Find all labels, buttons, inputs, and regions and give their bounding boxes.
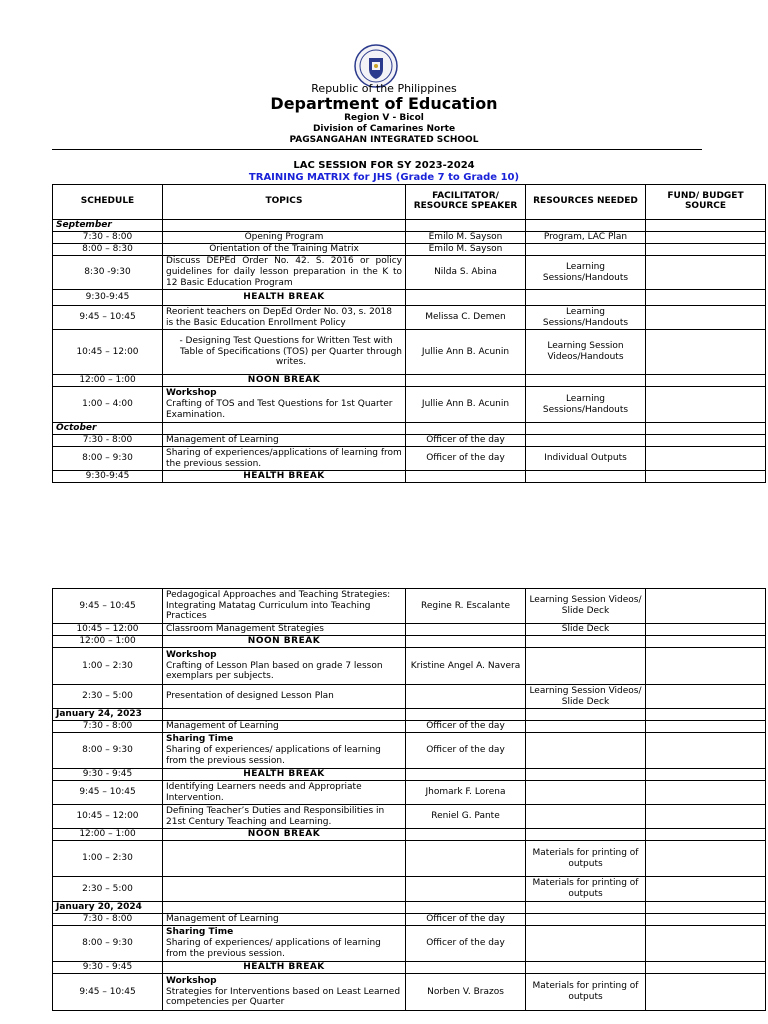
republic-label: Republic of the Philippines <box>311 82 457 95</box>
table-row <box>53 974 766 1011</box>
resources-cell: Slide Deck <box>526 624 646 636</box>
facilitator-cell <box>406 877 526 902</box>
break-row <box>53 471 766 483</box>
fund-cell <box>646 306 766 330</box>
topic-cell: Presentation of designed Lesson Plan <box>163 685 406 709</box>
division-label: Division of Camarines Norte <box>312 124 456 134</box>
schedule-cell: 8:00 – 9:30 <box>53 926 163 962</box>
training-matrix-table-1 <box>52 184 766 483</box>
table-row <box>53 926 766 962</box>
topic-text: Sharing of experiences/ applications of learning from the previous session. <box>166 938 381 959</box>
schedule-cell: 10:45 – 12:00 <box>53 624 163 636</box>
schedule-cell: 1:00 – 2:30 <box>53 841 163 877</box>
table-row <box>53 435 766 447</box>
fund-cell <box>646 244 766 256</box>
fund-cell <box>646 781 766 805</box>
schedule-cell: 10:45 – 12:00 <box>53 805 163 829</box>
resources-cell <box>526 648 646 685</box>
facilitator-cell: Officer of the day <box>406 926 526 962</box>
table-row <box>53 648 766 685</box>
break-label: HEALTH BREAK <box>163 471 406 483</box>
facilitator-cell: Officer of the day <box>406 914 526 926</box>
facilitator-cell: Regine R. Escalante <box>406 589 526 624</box>
topic-text: Crafting of Lesson Plan based on grade 7 lesson exemplars per subjects. <box>166 660 383 682</box>
fund-cell <box>646 926 766 962</box>
fund-cell <box>646 805 766 829</box>
bullet-item: - Designing Test Questions for Written Test with Table of Specifications (TOS) per Quarter through writes. <box>179 335 402 368</box>
topic-cell <box>163 926 406 962</box>
schedule-cell: 8:00 – 9:30 <box>53 733 163 769</box>
fund-cell <box>646 685 766 709</box>
resources-cell <box>526 733 646 769</box>
schedule-cell: 9:30-9:45 <box>53 471 163 483</box>
topic-cell <box>163 841 406 877</box>
month-label: September <box>53 220 163 232</box>
month-label: October <box>53 423 163 435</box>
column-header-fund: FUND/ BUDGET SOURCE <box>646 185 766 220</box>
column-header-facilitator: FACILITATOR/ RESOURCE SPEAKER <box>406 185 526 220</box>
facilitator-cell: Officer of the day <box>406 721 526 733</box>
column-header-topics: TOPICS <box>163 185 406 220</box>
schedule-cell: 7:30 - 8:00 <box>53 914 163 926</box>
schedule-cell: 1:00 – 2:30 <box>53 648 163 685</box>
table-row <box>53 306 766 330</box>
schedule-cell: 9:45 – 10:45 <box>53 781 163 805</box>
break-row <box>53 769 766 781</box>
month-row <box>53 220 766 232</box>
topic-cell: Defining Teacher’s Duties and Responsibilities in 21st Century Teaching and Learning. <box>163 805 406 829</box>
resources-cell: Learning Session Videos/Handouts <box>526 330 646 375</box>
table-row <box>53 589 766 624</box>
resources-cell: Program, LAC Plan <box>526 232 646 244</box>
schedule-cell: 8:00 – 9:30 <box>53 447 163 471</box>
schedule-cell: 1:00 – 4:00 <box>53 387 163 423</box>
month-label: January 24, 2023 <box>53 709 163 721</box>
break-label: HEALTH BREAK <box>163 769 406 781</box>
topic-cell: Discuss DEPEd Order No. 42. S. 2016 or policy guidelines for daily lesson preparation in the K to 12 Basic Education Program <box>163 256 406 290</box>
facilitator-cell <box>406 685 526 709</box>
workshop-label: Workshop <box>166 975 217 986</box>
facilitator-cell: Melissa C. Demen <box>406 306 526 330</box>
topic-cell: Opening Program <box>163 232 406 244</box>
resources-cell <box>526 244 646 256</box>
sharing-time-label: Sharing Time <box>166 734 234 745</box>
workshop-label: Workshop <box>166 388 217 399</box>
schedule-cell: 12:00 – 1:00 <box>53 829 163 841</box>
facilitator-cell: Officer of the day <box>406 447 526 471</box>
schedule-cell: 8:00 – 8:30 <box>53 244 163 256</box>
resources-cell: Materials for printing of outputs <box>526 841 646 877</box>
resources-cell <box>526 435 646 447</box>
topic-text: Sharing of experiences/ applications of learning from the previous session. <box>166 745 381 766</box>
month-row <box>53 902 766 914</box>
resources-cell: Learning Session Videos/ Slide Deck <box>526 685 646 709</box>
table-row <box>53 721 766 733</box>
facilitator-cell <box>406 841 526 877</box>
topic-cell <box>163 733 406 769</box>
fund-cell <box>646 256 766 290</box>
fund-cell <box>646 877 766 902</box>
schedule-cell: 9:45 – 10:45 <box>53 974 163 1011</box>
table-header-row <box>53 185 766 220</box>
fund-cell <box>646 841 766 877</box>
topic-cell <box>163 648 406 685</box>
topic-cell: Reorient teachers on DepEd Order No. 03, s. 2018 is the Basic Education Enrollment Policy <box>163 306 406 330</box>
facilitator-cell: Jullie Ann B. Acunin <box>406 387 526 423</box>
topic-cell <box>163 330 406 375</box>
resources-cell: Learning Sessions/Handouts <box>526 306 646 330</box>
topic-cell <box>163 877 406 902</box>
break-label: NOON BREAK <box>163 375 406 387</box>
table-row <box>53 914 766 926</box>
topic-cell <box>163 387 406 423</box>
column-header-resources: RESOURCES NEEDED <box>526 185 646 220</box>
table-row <box>53 877 766 902</box>
fund-cell <box>646 232 766 244</box>
topic-cell: Pedagogical Approaches and Teaching Strategies: Integrating Matatag Curriculum into Teaching Practices <box>163 589 406 624</box>
schedule-cell: 12:00 – 1:00 <box>53 375 163 387</box>
schedule-cell: 7:30 - 8:00 <box>53 232 163 244</box>
facilitator-cell: Emilo M. Sayson <box>406 232 526 244</box>
month-row <box>53 709 766 721</box>
facilitator-cell: Nilda S. Abina <box>406 256 526 290</box>
break-row <box>53 290 766 306</box>
schedule-cell: 9:45 – 10:45 <box>53 306 163 330</box>
facilitator-cell: Reniel G. Pante <box>406 805 526 829</box>
facilitator-cell: Jullie Ann B. Acunin <box>406 330 526 375</box>
table-row <box>53 447 766 471</box>
topic-cell: Identifying Learners needs and Appropriate Intervention. <box>163 781 406 805</box>
topic-cell: Management of Learning <box>163 914 406 926</box>
resources-cell: Learning Session Videos/ Slide Deck <box>526 589 646 624</box>
month-label: January 20, 2024 <box>53 902 163 914</box>
fund-cell <box>646 387 766 423</box>
resources-cell <box>526 926 646 962</box>
topic-cell: Classroom Management Strategies <box>163 624 406 636</box>
table-row <box>53 232 766 244</box>
header-divider <box>52 149 702 150</box>
break-label: HEALTH BREAK <box>163 962 406 974</box>
break-row <box>53 636 766 648</box>
resources-cell: Learning Sessions/Handouts <box>526 387 646 423</box>
resources-cell <box>526 914 646 926</box>
topic-cell: Sharing of experiences/applications of learning from the previous session. <box>163 447 406 471</box>
facilitator-cell: Jhomark F. Lorena <box>406 781 526 805</box>
region-label: Region V - Bicol <box>344 113 424 123</box>
resources-cell <box>526 721 646 733</box>
table-row <box>53 685 766 709</box>
month-row <box>53 423 766 435</box>
session-title: LAC SESSION FOR SY 2023-2024 <box>293 160 475 171</box>
schedule-cell: 9:30 - 9:45 <box>53 769 163 781</box>
facilitator-cell: Norben V. Brazos <box>406 974 526 1011</box>
fund-cell <box>646 589 766 624</box>
schedule-cell: 10:45 – 12:00 <box>53 330 163 375</box>
fund-cell <box>646 435 766 447</box>
resources-cell <box>526 805 646 829</box>
break-label: NOON BREAK <box>163 636 406 648</box>
sharing-time-label: Sharing Time <box>166 927 234 938</box>
topic-text: Crafting of TOS and Test Questions for 1st Quarter Examination. <box>166 399 393 420</box>
fund-cell <box>646 721 766 733</box>
schedule-cell: 7:30 - 8:00 <box>53 435 163 447</box>
table-row <box>53 244 766 256</box>
topic-cell: Orientation of the Training Matrix <box>163 244 406 256</box>
table-row <box>53 256 766 290</box>
resources-cell <box>526 781 646 805</box>
break-label: NOON BREAK <box>163 829 406 841</box>
resources-cell: Materials for printing of outputs <box>526 974 646 1011</box>
schedule-cell: 9:30-9:45 <box>53 290 163 306</box>
break-row <box>53 962 766 974</box>
break-label: HEALTH BREAK <box>163 290 406 306</box>
column-header-schedule: SCHEDULE <box>53 185 163 220</box>
resources-cell: Materials for printing of outputs <box>526 877 646 902</box>
topic-cell: Management of Learning <box>163 435 406 447</box>
topic-cell <box>163 974 406 1011</box>
topic-text: Strategies for Interventions based on Least Learned competencies per Quarter <box>166 986 401 1008</box>
department-title: Department of Education <box>270 94 498 113</box>
table-row <box>53 330 766 375</box>
facilitator-cell: Officer of the day <box>406 435 526 447</box>
table-row <box>53 805 766 829</box>
schedule-cell: 9:45 – 10:45 <box>53 589 163 624</box>
workshop-label: Workshop <box>166 649 217 660</box>
resources-cell: Learning Sessions/Handouts <box>526 256 646 290</box>
table-row <box>53 387 766 423</box>
facilitator-cell: Officer of the day <box>406 733 526 769</box>
fund-cell <box>646 974 766 1011</box>
table-row <box>53 624 766 636</box>
fund-cell <box>646 447 766 471</box>
table-row <box>53 841 766 877</box>
schedule-cell: 2:30 – 5:00 <box>53 685 163 709</box>
training-matrix-table-2 <box>52 588 766 1011</box>
fund-cell <box>646 914 766 926</box>
fund-cell <box>646 624 766 636</box>
break-row <box>53 375 766 387</box>
break-row <box>53 829 766 841</box>
schedule-cell: 8:30 -9:30 <box>53 256 163 290</box>
facilitator-cell <box>406 624 526 636</box>
resources-cell: Individual Outputs <box>526 447 646 471</box>
table-row <box>53 733 766 769</box>
facilitator-cell: Kristine Angel A. Navera <box>406 648 526 685</box>
fund-cell <box>646 330 766 375</box>
school-name: PAGSANGAHAN INTEGRATED SCHOOL <box>289 135 479 145</box>
schedule-cell: 2:30 – 5:00 <box>53 877 163 902</box>
schedule-cell: 12:00 – 1:00 <box>53 636 163 648</box>
topic-cell: Management of Learning <box>163 721 406 733</box>
schedule-cell: 9:30 - 9:45 <box>53 962 163 974</box>
fund-cell <box>646 648 766 685</box>
table-row <box>53 781 766 805</box>
facilitator-cell: Emilo M. Sayson <box>406 244 526 256</box>
matrix-title: TRAINING MATRIX for JHS (Grade 7 to Grade 10) <box>248 172 520 183</box>
fund-cell <box>646 733 766 769</box>
schedule-cell: 7:30 - 8:00 <box>53 721 163 733</box>
